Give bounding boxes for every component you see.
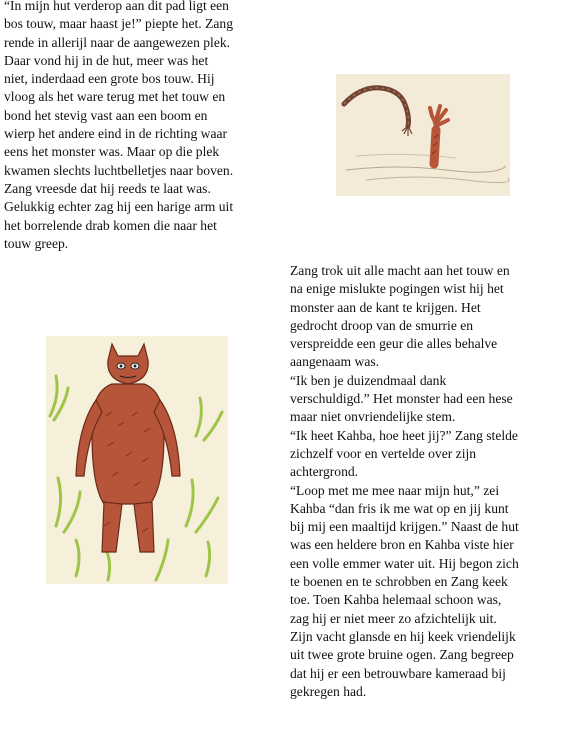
text-line: het borrelende drab komen die naar het <box>4 217 217 233</box>
text-line: maar niet onvriendelijke stem. <box>290 409 456 425</box>
text-line: verspreidde een geur die alles behalve <box>290 336 498 352</box>
text-line: aangenaam was. <box>290 354 380 370</box>
text-line: “Loop met me mee naar mijn hut,” zei <box>290 482 500 498</box>
text-line: een volle emmer water uit. Hij begon zich <box>290 555 519 571</box>
text-line: uit twee grote bruine ogen. Zang begreep <box>290 647 514 663</box>
text-line: gedrocht droop van de smurrie en <box>290 317 474 333</box>
text-line: Zang trok uit alle macht aan het touw en <box>290 263 510 278</box>
text-line: touw greep. <box>4 235 69 251</box>
text-line: niet, inderdaad een grote bos touw. Hij <box>4 71 215 87</box>
text-line: bos touw, maar haast je!” piepte het. Zang <box>4 16 233 32</box>
text-line: rende in allerijl naar de aangewezen plek. <box>4 34 231 50</box>
text-line: wierp het andere eind in de richting waar <box>4 126 228 142</box>
text-line: Zijn vacht glansde en hij keek vriendelijk <box>290 628 516 644</box>
text-line: gekregen had. <box>290 683 367 699</box>
text-line: bond het stevig vast aan een boom en <box>4 107 208 123</box>
text-line: Gelukkig echter zag hij een harige arm uit <box>4 199 234 215</box>
text-line: Kahba “dan fris ik me wat op en jij kunt <box>290 500 509 516</box>
text-line: “Ik heet Kahba, hoe heet jij?” Zang stelde <box>290 427 518 443</box>
text-line: monster aan de kant te krijgen. Het <box>290 299 481 315</box>
text-line: achtergrond. <box>290 464 359 480</box>
text-line: “In mijn hut verderop aan dit pad ligt een <box>4 0 229 13</box>
text-line: Daar vond hij in de hut, meer was het <box>4 52 209 68</box>
text-line: vloog als het ware terug met het touw en <box>4 89 226 105</box>
text-line: toe. Toen Kahba helemaal schoon was, <box>290 592 502 608</box>
text-line: eens het monster was. Maar op die plek <box>4 144 220 160</box>
text-line: verschuldigd.” Het monster had een hese <box>290 391 513 407</box>
text-line: dat hij er een betrouwbare kameraad bij <box>290 665 506 681</box>
hairy-monster-drawing <box>46 336 228 584</box>
text-line: kwamen slechts luchtbelletjes naar boven. <box>4 162 234 178</box>
monster-illustration <box>46 336 228 584</box>
story-paragraph-2 <box>290 262 574 701</box>
story-paragraph-1 <box>4 0 304 253</box>
text-line: zichzelf voor en vertelde over zijn <box>290 445 477 461</box>
text-line: Zang vreesde dat hij reeds te laat was. <box>4 180 211 196</box>
text-line: bij mij een maaltijd krijgen.” Naast de hut <box>290 519 519 535</box>
text-line: was een heldere bron en Kahba viste hier <box>290 537 514 553</box>
rope-hand-drawing <box>336 74 510 196</box>
text-line: zag hij er niet meer zo afzichtelijk uit. <box>290 610 497 626</box>
text-line: na enige mislukte pogingen wist hij het <box>290 281 504 297</box>
rope-hand-illustration <box>336 74 510 196</box>
text-line: te boenen en te schrobben en Zang keek <box>290 574 508 590</box>
text-line: “Ik ben je duizendmaal dank <box>290 372 447 388</box>
